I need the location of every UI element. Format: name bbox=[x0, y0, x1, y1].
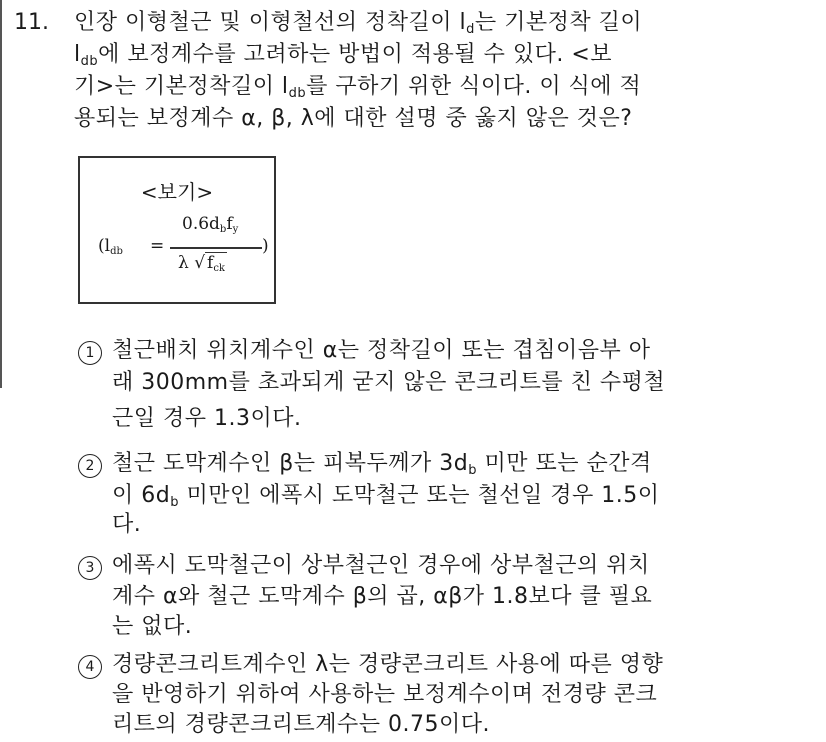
option-4-line-1[interactable]: 경량콘크리트계수인 λ는 경량콘크리트 사용에 따른 영향 bbox=[112, 652, 664, 677]
option-2-marker[interactable]: 2 bbox=[78, 454, 102, 478]
numerator-coefficient: 0.6d bbox=[182, 214, 220, 234]
bogi-title: <보기> bbox=[140, 180, 214, 204]
option-3-line-3[interactable]: 는 없다. bbox=[112, 614, 193, 639]
question-line-1-end: 는 기본정착 길이 bbox=[474, 10, 643, 35]
numerator-subscript-b: b bbox=[219, 224, 227, 235]
option-4-line-3[interactable]: 리트의 경량콘크리트계수는 0.75이다. bbox=[112, 712, 490, 737]
option-2-line-2-end: 미만인 에폭시 도막철근 또는 철선일 경우 1.5이 bbox=[178, 483, 660, 508]
denominator-f: f bbox=[207, 253, 214, 273]
question-line-2-start: l bbox=[74, 42, 81, 67]
option-1-line-3[interactable]: 근일 경우 1.3이다. bbox=[112, 406, 302, 431]
question-line-3-end: 를 구하기 위한 식이다. 이 식에 적 bbox=[306, 74, 642, 99]
option-2-line-2-subscript: b bbox=[170, 495, 179, 510]
option-1-line-2[interactable]: 래 300mm를 초과되게 굳지 않은 콘크리트를 친 수평철 bbox=[112, 370, 666, 395]
question-line-3-subscript: db bbox=[288, 86, 307, 101]
question-line-1-subscript: d bbox=[466, 22, 475, 37]
option-1-marker[interactable]: 1 bbox=[78, 341, 102, 365]
question-line-3-start: 기>는 기본정착길이 l bbox=[74, 74, 289, 99]
formula-equals: = bbox=[150, 236, 165, 256]
option-3-line-2[interactable]: 계수 α와 철근 도막계수 β의 곱, αβ가 1.8보다 클 필요 bbox=[112, 584, 653, 609]
question-line-4: 용되는 보정계수 α, β, λ에 대한 설명 중 옳지 않은 것은? bbox=[74, 106, 633, 131]
question-line-2-end: 에 보정계수를 고려하는 방법이 적용될 수 있다. <보 bbox=[98, 42, 613, 67]
option-4-line-2[interactable]: 을 반영하기 위하여 사용하는 보정계수이며 전경량 콘크 bbox=[112, 682, 658, 707]
denominator-subscript-ck: ck bbox=[213, 263, 225, 274]
formula-lhs-subscript: db bbox=[110, 246, 123, 257]
option-2-line-1-subscript: b bbox=[468, 463, 478, 478]
numerator-f: f bbox=[226, 214, 233, 234]
option-2-line-1-end: 미만 또는 순간격 bbox=[477, 451, 652, 476]
option-2-line-2-start: 이 6d bbox=[112, 483, 171, 508]
option-1-line-1[interactable]: 철근배치 위치계수인 α는 정착길이 또는 겹침이음부 아 bbox=[112, 338, 651, 363]
numerator-subscript-y: y bbox=[232, 224, 239, 235]
option-4-marker[interactable]: 4 bbox=[78, 655, 102, 679]
question-line-2-subscript: db bbox=[80, 54, 99, 69]
page-left-rule bbox=[0, 0, 2, 388]
option-2-line-2[interactable] bbox=[112, 481, 659, 518]
sqrt-symbol: √ bbox=[194, 253, 206, 273]
sqrt-radicand bbox=[205, 252, 227, 274]
formula-denominator bbox=[178, 252, 227, 274]
formula-lhs bbox=[98, 236, 123, 257]
option-2-line-1-start: 철근 도막계수인 β는 피복두께가 3d bbox=[112, 451, 469, 476]
option-3-line-1[interactable]: 에폭시 도막철근이 상부철근인 경우에 상부철근의 위치 bbox=[112, 553, 650, 578]
question-number: 11. bbox=[14, 10, 49, 35]
bogi-box bbox=[78, 156, 276, 304]
question-line-1-text: 인장 이형철근 및 이형철선의 정착길이 l bbox=[74, 10, 467, 35]
fraction-bar bbox=[170, 247, 262, 249]
denominator-lambda: λ bbox=[178, 253, 189, 273]
option-3-marker[interactable]: 3 bbox=[78, 556, 102, 580]
formula-lhs-symbol: (l bbox=[98, 236, 111, 256]
formula-rparen: ) bbox=[262, 236, 269, 256]
formula-numerator bbox=[182, 214, 238, 235]
option-2-line-3[interactable]: 다. bbox=[112, 512, 142, 537]
